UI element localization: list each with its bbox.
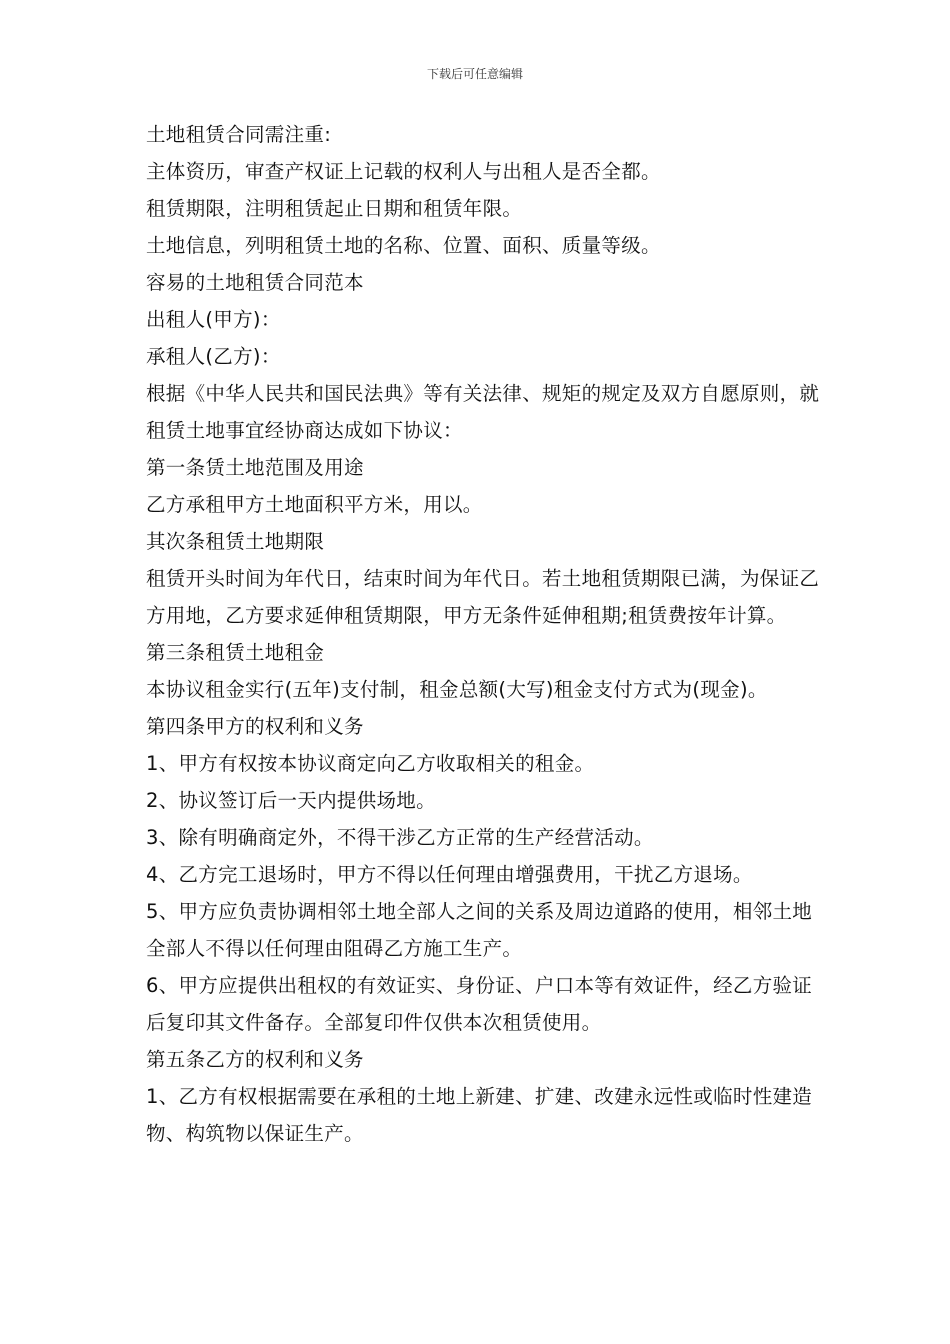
paragraph-article-2-body: 租赁开头时间为年代日，结束时间为年代日。若土地租赁期限已满，为保证乙方用地，乙方要求延伸租赁期限，甲方无条件延伸租期;租赁费按年计算。 (146, 567, 820, 627)
paragraph-article-4-item-3: 3、除有明确商定外，不得干涉乙方正常的生产经营活动。 (146, 826, 654, 849)
paragraph-article-4-item-4: 4、乙方完工退场时，甲方不得以任何理由增强费用，干扰乙方退场。 (146, 863, 753, 886)
paragraph-note-term: 租赁期限，注明租赁起止日期和租赁年限。 (146, 197, 523, 220)
page-header: 下载后可任意编辑 (426, 67, 523, 81)
paragraph-article-5-title: 第五条乙方的权利和义务 (146, 1048, 364, 1071)
paragraph-lessee: 承租人(乙方)： (146, 345, 281, 368)
paragraph-template-title: 容易的土地租赁合同范本 (146, 271, 364, 294)
paragraph-article-4-item-1: 1、甲方有权按本协议商定向乙方收取相关的租金。 (146, 752, 595, 775)
paragraph-article-4-item-5: 5、甲方应负责协调相邻土地全部人之间的关系及周边道路的使用，相邻土地全部人不得以任何理由阻碍乙方施工生产。 (146, 900, 813, 960)
paragraph-note-land-info: 土地信息，列明租赁土地的名称、位置、面积、质量等级。 (146, 234, 661, 257)
paragraph-article-5-item-1: 1、乙方有权根据需要在承租的土地上新建、扩建、改建永远性或临时性建造物、构筑物以保证生产。 (146, 1085, 813, 1145)
paragraph-article-1-body: 乙方承租甲方土地面积平方米，用以。 (146, 493, 483, 516)
paragraph-article-4-title: 第四条甲方的权利和义务 (146, 715, 364, 738)
paragraph-article-3-title: 第三条租赁土地租金 (146, 641, 325, 664)
paragraph-preamble: 根据《中华人民共和国民法典》等有关法律、规矩的规定及双方自愿原则，就租赁土地事宜经协商达成如下协议： (146, 382, 820, 442)
paragraph-notes-heading: 土地租赁合同需注重: (146, 123, 332, 146)
paragraph-article-3-body: 本协议租金实行(五年)支付制，租金总额(大写)租金支付方式为(现金)。 (146, 678, 768, 701)
paragraph-note-subject: 主体资历，审查产权证上记载的权利人与出租人是否全都。 (146, 160, 661, 183)
paragraph-article-2-title: 其次条租赁土地期限 (146, 530, 325, 553)
paragraph-article-1-title: 第一条赁土地范围及用途 (146, 456, 364, 479)
document-body (146, 116, 826, 1152)
paragraph-article-4-item-2: 2、协议签订后一天内提供场地。 (146, 789, 436, 812)
paragraph-lessor: 出租人(甲方)： (146, 308, 281, 331)
paragraph-article-4-item-6: 6、甲方应提供出租权的有效证实、身份证、户口本等有效证件，经乙方验证后复印其文件备存。全部复印件仅供本次租赁使用。 (146, 974, 813, 1034)
